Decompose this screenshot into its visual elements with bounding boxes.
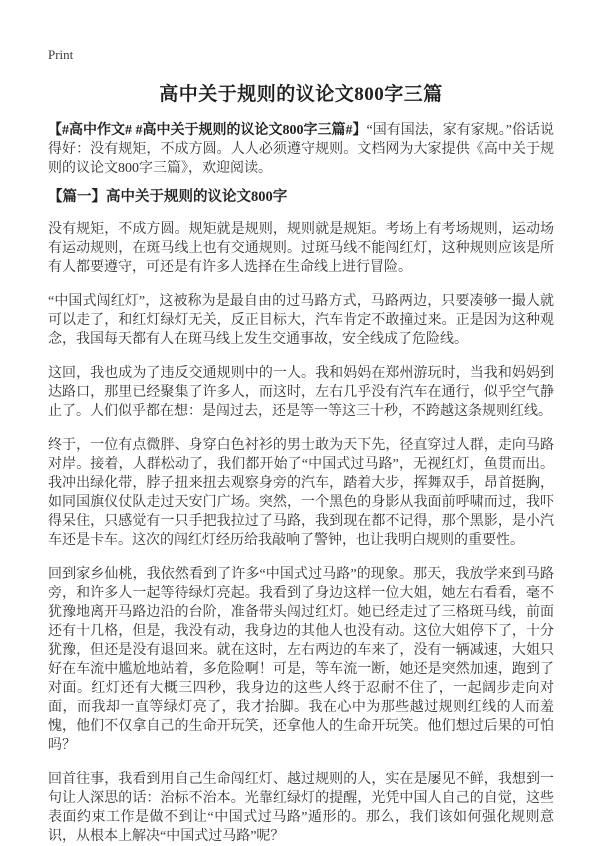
essay-paragraph-6: 回首往事，我看到用自己生命闯红灯、越过规则的人，实在是屡见不鲜，我想到一句让人深思的话：治标不治本。光靠红绿灯的提醒，光凭中国人自己的自觉，这些表面约束工作是做不到让“中国式过马路”遁形的。那么，我们该如何强化规则意识，从根本上解决“中国式过马路”呢？ <box>48 772 554 844</box>
intro-hashtag-label: 【#高中作文# #高中关于规则的议论文800字三篇#】 <box>48 123 367 138</box>
essay-paragraph-5: 回到家乡仙桃，我依然看到了许多“中国式过马路”的现象。那天，我放学来到马路旁，和许多人一起等待绿灯亮起。我看到了身边这样一位大姐，她左右看看，毫不犹豫地离开马路边沿的台阶，准备带头闯过红灯。她已经走过了三格斑马线，前面还有十几格，但是，我没有动，我身边的其他人也没有动。这位大姐停下了，十分犹豫，但还是没有退回来。就在这时，左右两边的车来了，没有一辆减速，大姐只好在车流中尴尬地站着，多危险啊！可是，等车流一断，她还是突然加速，跑到了对面。红灯还有大概三四秒，我身边的这些人终于忍耐不住了，一起阔步走向对面，而我却一直等绿灯亮了，我才抬脚。我在心中为那些越过规则红线的人而羞愧，他们不仅拿自己的生命开玩笑，还拿他人的生命开玩笑。他们想过后果的可怕吗？ <box>48 567 554 753</box>
essay-paragraph-1: 没有规矩，不成方圆。规矩就是规则，规则就是规矩。考场上有考场规则，运动场有运动规则，在斑马线上也有交通规则。过斑马线不能闯红灯，这种规则应该是所有人都要遵守，可还是有许多人选择在生命线上进行冒险。 <box>48 222 554 275</box>
print-link[interactable]: Print <box>48 47 74 62</box>
essay-paragraph-3: 这回，我也成为了违反交通规则中的一人。我和妈妈在郑州游玩时，当我和妈妈到达路口，那里已经聚集了许多人，而这时，左右几乎没有汽车在通行，似乎空气静止了。人们似乎都在想：是闯过去，还是等一等这三十秒，不跨越这条规则红线。 <box>48 366 554 419</box>
intro-paragraph <box>48 121 554 178</box>
page-title: 高中关于规则的议论文800字三篇 <box>159 84 443 105</box>
intro-text: “国有国法，家有家规。”俗话说得好：没有规矩，不成方圆。人人必须遵守规则。文档网为大家提供《高中关于规则的议论文800字三篇》，欢迎阅读。 <box>48 123 554 176</box>
essay-paragraph-2: “中国式闯红灯”，这被称为是最自由的过马路方式，马路两边，只要凑够一撮人就可以走了，和红灯绿灯无关，反正目标大，汽车肯定不敢撞过来。正是因为这种观念，我国每天都有人在斑马线上发生交通事故，安全线成了危险线。 <box>48 294 554 347</box>
essay-paragraph-4: 终于，一位有点微胖、身穿白色衬衫的男士敢为天下先，径直穿过人群，走向马路对岸。接着，人群松动了，我们都开始了“中国式过马路”，无视红灯，鱼贯而出。我冲出绿化带，脖子扭来扭去观察身旁的汽车，踏着大步，挥舞双手，昂首挺胸，如同国旗仪仗队走过天安门广场。突然，一个黑色的身影从我面前呼啸而过，我吓得呆住，只感觉有一只手把我拉过了马路，我到现在都不记得，那个黑影，是小汽车还是卡车。这次的闯红灯经历给我敲响了警钟，也让我明白规则的重要性。 <box>48 438 554 548</box>
section-one-heading: 【篇一】高中关于规则的议论文800字 <box>48 189 288 205</box>
